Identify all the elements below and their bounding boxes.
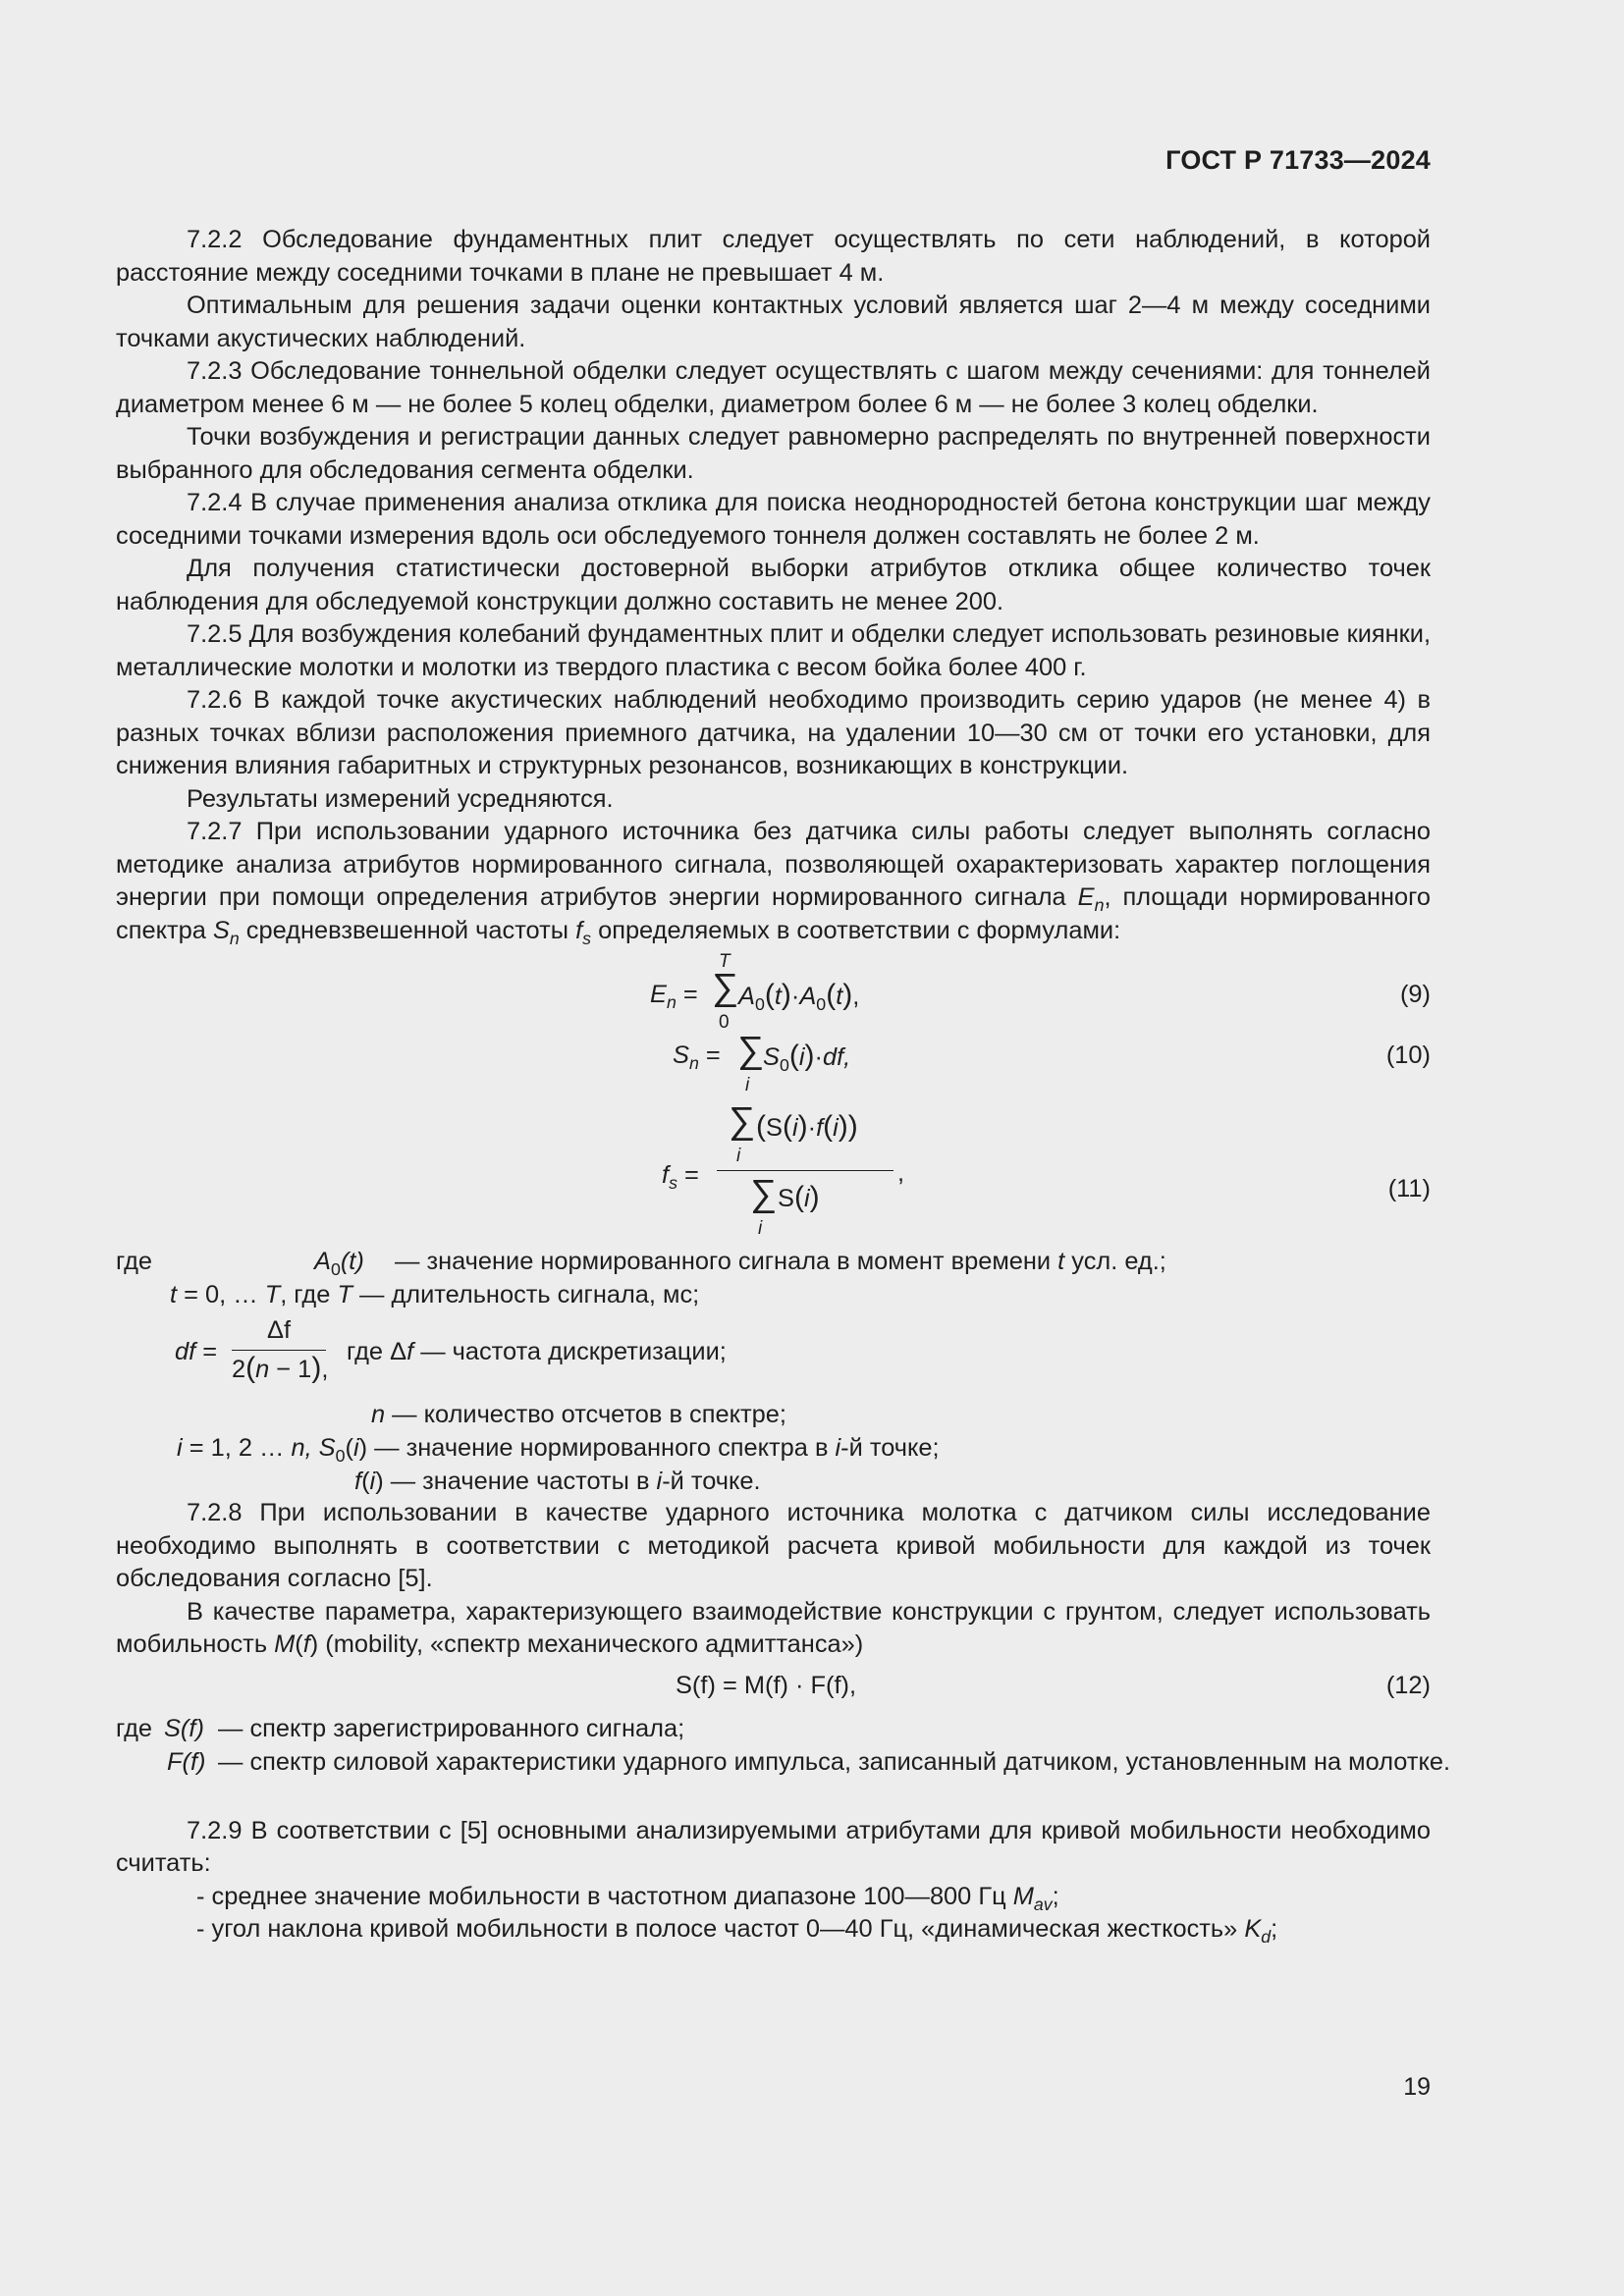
formula-10-number: (10): [1385, 1041, 1431, 1069]
paragraph-7-2-3: 7.2.3 Обследование тоннельной обделки следует осуществлять с шагом между сечениями: для тоннелей диаметром менее 6 м — не более 5 колец обделки, диаметром более 6 м — не более 3 колец обделки.: [116, 357, 1431, 418]
formula-legend-2: где S(f) — спектр зарегистрированного сигнала; F(f) — спектр силовой характеристики ударного импульса, записанный датчиком, установленным на молотке.: [116, 1714, 1451, 1776]
paragraph-7-2-6: 7.2.6 В каждой точке акустических наблюдений необходимо производить серию ударов (не менее 4) в разных точках вблизи расположения приемного датчика, на удалении 10—30 см от точки его установки, для снижения влияния габаритных и структурных резонансов, возникающих в конструкции.: [116, 686, 1431, 779]
page-number: 19: [1403, 2073, 1431, 2101]
paragraph-7-2-9: 7.2.9 В соответствии с [5] основными анализируемыми атрибутами для кривой мобильности необходимо считать:: [116, 1816, 1431, 1877]
paragraph-7-2-4: 7.2.4 В случае применения анализа отклика для поиска неоднородностей бетона конструкции шаг между соседними точками измерения вдоль оси обследуемого тоннеля должен составлять не более 2 м.: [116, 489, 1431, 550]
paragraph-statistics: Для получения статистически достоверной выборки атрибутов отклика общее количество точек наблюдения для обследуемой конструкции должно составить не менее 200.: [116, 555, 1431, 615]
paragraph-mobility: В качестве параметра, характеризующего взаимодействие конструкции с грунтом, следует использовать мобильность M(f) (mobility, «спектр механического адмиттанса»): [116, 1597, 1431, 1658]
document-code: ГОСТ Р 71733—2024: [1165, 145, 1431, 175]
document-body: [116, 224, 1451, 1948]
formula-9-number: (9): [1399, 981, 1431, 1008]
formula-12-number: (12): [1385, 1671, 1431, 1699]
paragraph-averaging: Результаты измерений усредняются.: [187, 784, 614, 813]
formula-legend-1: где $A_0(t)$ — значение нормированного сигнала в момент времени t усл. ед.; t = 0, … T, где T — длительность сигнала, мс; df = Δf 2(n − 1), где Δf — частота дискретизации; n — количество отсчетов в спектре; i = 1, 2 … n, $S_0(i)$ — значение нормированного спектра в i-й точке; f(i) — значение частоты в i-й точке.: [116, 1248, 1166, 1495]
bullet-dynamic-stiffness: - угол наклона кривой мобильности в полосе частот 0—40 Гц, «динамическая жесткость» $K_d$;: [196, 1915, 1278, 1948]
paragraph-step: Оптимальным для решения задачи оценки контактных условий является шаг 2—4 м между соседними точками акустических наблюдений.: [116, 292, 1431, 352]
formula-12: S(f) = M(f) · F(f), (12): [116, 1662, 1431, 1713]
formula-11-number: (11): [1387, 1175, 1431, 1202]
formula-10: $S_n$ = ∑ i $S_0(i)\cdot df$, (10): [673, 1030, 1431, 1095]
paragraph-7-2-2: 7.2.2 Обследование фундаментных плит следует осуществлять по сети наблюдений, в которой расстояние между соседними точками в плане не превышает 4 м.: [116, 226, 1431, 287]
paragraph-7-2-7: 7.2.7 При использовании ударного источника без датчика силы работы следует выполнять согласно методике анализа атрибутов нормированного сигнала, позволяющей охарактеризовать характер поглощения энергии при помощи определения атрибутов энергии нормированного сигнала $E_n$, площади нормированного спектра $S_n$ средневзвешенной частоты $f_s$ определяемых в соответствии с формулами:: [116, 818, 1431, 948]
paragraph-7-2-5: 7.2.5 Для возбуждения колебаний фундаментных плит и обделки следует использовать резиновые киянки, металлические молотки и молотки из твердого пластика с весом бойка более 400 г.: [116, 620, 1431, 681]
formula-9: $E_n$ = T ∑ 0 $A_0(t)\cdot A_0(t)$, (9): [650, 951, 1431, 1033]
paragraph-7-2-8: 7.2.8 При использовании в качестве ударного источника молотка с датчиком силы исследование необходимо выполнять в соответствии с методикой расчета кривой мобильности для каждой из точек обследования согласно [5].: [116, 1499, 1431, 1592]
paragraph-excitation-points: Точки возбуждения и регистрации данных следует равномерно распределять по внутренней поверхности выбранного для обследования сегмента обделки.: [116, 423, 1431, 484]
formula-11: $f_s$ = ∑ i (S(i)·f(i)) ∑ i S(i) , (11): [662, 1100, 1431, 1239]
bullet-mean-mobility: - среднее значение мобильности в частотном диапазоне 100—800 Гц $M_{av}$;: [196, 1882, 1059, 1914]
